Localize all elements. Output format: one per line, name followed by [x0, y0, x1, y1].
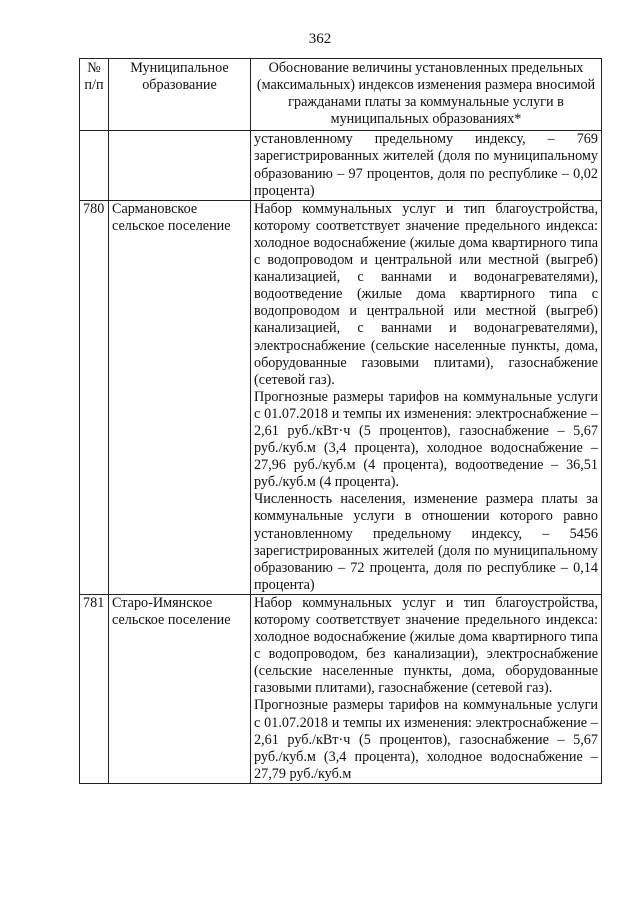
- indices-table: [79, 58, 602, 784]
- row-num: 781: [80, 594, 109, 783]
- header-municipality: Муниципальное образование: [109, 59, 251, 131]
- page-number: 362: [308, 31, 332, 47]
- table-row: [80, 200, 602, 594]
- justification-paragraph: установленному предельному индексу, – 769 зарегистрированных жителей (доля по муниципальному образованию – 97 процентов, доля по республике – 0,02 процента): [254, 131, 598, 199]
- justification-paragraph: Набор коммунальных услуг и тип благоустройства, которому соответствует значение предельного индекса: холодное водоснабжение (жилые дома квартирного типа с водопроводом и центральной или местной (выгреб) канализацией, с ваннами и водонагревателями), водоотведение (жилые дома квартирного типа с водопроводом и центральной или местной (выгреб) канализацией, с ваннами и водонагревателями), электроснабжение (сельские населенные пункты, дома, оборудованные газовыми плитами), газоснабжение (сетевой газ).: [254, 200, 598, 388]
- header-justification: Обоснование величины установленных предельных (максимальных) индексов изменения размера вносимой гражданами платы за коммунальные услуги в муниципальных образованиях*: [251, 59, 602, 131]
- table-row: [80, 131, 602, 200]
- row-justification: [251, 200, 602, 594]
- row-justification: [251, 594, 602, 783]
- row-num: 780: [80, 200, 109, 594]
- row-municipality: Сармановское сельское поселение: [109, 200, 251, 594]
- table-header-row: [80, 59, 602, 131]
- row-municipality: Старо-Имянское сельское поселение: [109, 594, 251, 783]
- justification-paragraph: Прогнозные размеры тарифов на коммунальные услуги с 01.07.2018 и темпы их изменения: электроснабжение – 2,61 руб./кВт·ч (5 процентов), газоснабжение – 5,67 руб./куб.м (3,4 процента), холодное водоснабжение – 27,96 руб./куб.м (4 процента), водоотведение – 36,51 руб./куб.м (4 процента).: [254, 388, 598, 491]
- header-num: № п/п: [80, 59, 109, 131]
- justification-paragraph: Численность населения, изменение размера платы за коммунальные услуги в отношении которого равно установленному предельному индексу, – 5456 зарегистрированных жителей (доля по муниципальному образованию – 72 процента, доля по республике – 0,14 процента): [254, 491, 598, 593]
- table-row: [80, 594, 602, 783]
- justification-paragraph: Набор коммунальных услуг и тип благоустройства, которому соответствует значение предельного индекса: холодное водоснабжение (жилые дома квартирного типа с водопроводом, без канализации), электроснабжение (сельские населенные пункты, дома, оборудованные газовыми плитами), газоснабжение (сетевой газ).: [254, 594, 598, 697]
- row-num: [80, 131, 109, 200]
- row-justification: [251, 131, 602, 200]
- justification-paragraph: Прогнозные размеры тарифов на коммунальные услуги с 01.07.2018 и темпы их изменения: электроснабжение – 2,61 руб./кВт·ч (5 процентов), газоснабжение – 5,67 руб./куб.м (3,4 процента), холодное водоснабжение – 27,79 руб./куб.м: [254, 697, 598, 782]
- row-municipality: [109, 131, 251, 200]
